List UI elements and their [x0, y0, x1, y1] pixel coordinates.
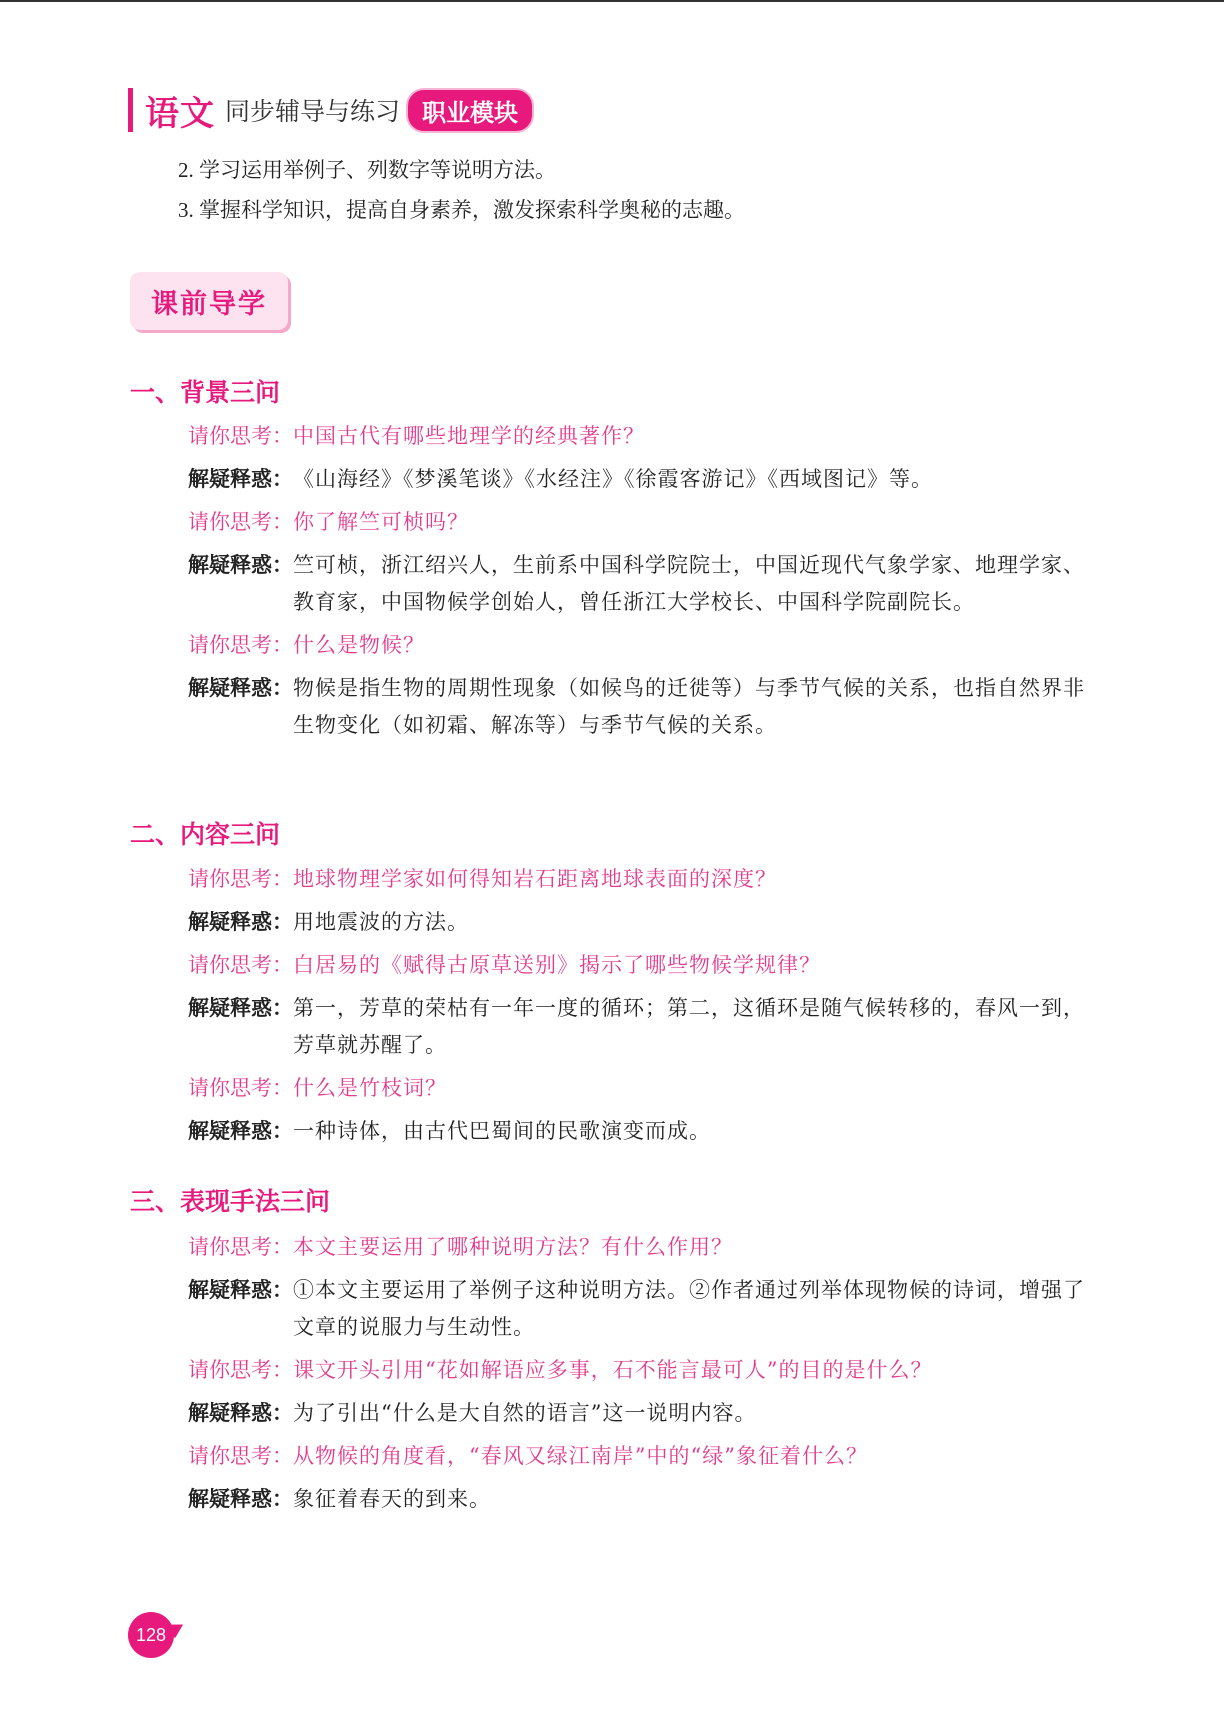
- answer-label: 解疑释惑：: [188, 1119, 293, 1143]
- learning-objectives: [178, 150, 745, 230]
- question-text: 你了解竺可桢吗？: [293, 510, 469, 534]
- answer-label: 解疑释惑：: [188, 1278, 293, 1302]
- question-text: 中国古代有哪些地理学的经典著作？: [293, 424, 645, 448]
- answer-text: 用地震波的方法。: [293, 910, 469, 934]
- question-label: 请你思考：: [188, 1076, 293, 1100]
- answer-row: [188, 547, 1088, 621]
- question-text: 从物候的角度看，“春风又绿江南岸”中的“绿”象征着什么？: [293, 1444, 868, 1468]
- objective-item: 3. 掌握科学知识，提高自身素养，激发探索科学奥秘的志趣。: [178, 198, 745, 222]
- answer-label: 解疑释惑：: [188, 467, 293, 491]
- header-title: 同步辅导与练习: [225, 97, 401, 126]
- answer-text: ①本文主要运用了举例子这种说明方法。②作者通过列举体现物候的诗词，增强了文章的说服力与生动性。: [293, 1278, 1085, 1339]
- question-text: 白居易的《赋得古原草送别》揭示了哪些物候学规律？: [293, 953, 821, 977]
- answer-row: [188, 990, 1088, 1064]
- question-row: [188, 947, 1088, 984]
- question-row: [188, 1438, 1088, 1475]
- question-text: 本文主要运用了哪种说明方法？有什么作用？: [293, 1235, 733, 1259]
- answer-text: 竺可桢，浙江绍兴人，生前系中国科学院院士，中国近现代气象学家、地理学家、教育家，中国物候学创始人，曾任浙江大学校长、中国科学院副院长。: [293, 553, 1085, 614]
- header-module-badge: 职业模块: [406, 88, 534, 133]
- page-number-badge: [128, 1612, 174, 1658]
- question-label: 请你思考：: [188, 633, 293, 657]
- answer-text: 象征着春天的到来。: [293, 1487, 491, 1511]
- section-tab-label: 课前导学: [151, 288, 267, 320]
- answer-text: 一种诗体，由古代巴蜀间的民歌演变而成。: [293, 1119, 711, 1143]
- section-heading: 三、表现手法三问: [130, 1187, 331, 1216]
- question-row: [188, 1352, 1088, 1389]
- answer-label: 解疑释惑：: [188, 676, 293, 700]
- question-label: 请你思考：: [188, 424, 293, 448]
- answer-label: 解疑释惑：: [188, 910, 293, 934]
- qa-block: [188, 861, 1088, 1150]
- answer-row: [188, 1481, 1088, 1518]
- page-header: [128, 88, 534, 132]
- answer-label: 解疑释惑：: [188, 1487, 293, 1511]
- answer-row: [188, 461, 1088, 498]
- objective-item: 2. 学习运用举例子、列数字等说明方法。: [178, 158, 556, 182]
- section-tab-preview: [130, 272, 288, 330]
- answer-text: 第一，芳草的荣枯有一年一度的循环；第二，这循环是随气候转移的，春风一到，芳草就苏醒了。: [293, 996, 1085, 1057]
- question-row: [188, 627, 1088, 664]
- question-text: 什么是物候？: [293, 633, 425, 657]
- answer-label: 解疑释惑：: [188, 1401, 293, 1425]
- qa-block: [188, 418, 1088, 744]
- answer-row: [188, 904, 1088, 941]
- question-label: 请你思考：: [188, 867, 293, 891]
- answer-row: [188, 1272, 1088, 1346]
- question-row: [188, 504, 1088, 541]
- answer-row: [188, 670, 1088, 744]
- question-row: [188, 861, 1088, 898]
- section-heading: 二、内容三问: [130, 820, 281, 849]
- question-label: 请你思考：: [188, 1444, 293, 1468]
- header-subject: 语文: [145, 93, 215, 134]
- question-label: 请你思考：: [188, 1358, 293, 1382]
- page-number: 128: [135, 1624, 167, 1645]
- question-text: 课文开头引用“花如解语应多事，石不能言最可人”的目的是什么？: [293, 1358, 933, 1382]
- answer-row: [188, 1113, 1088, 1150]
- answer-text: 《山海经》《梦溪笔谈》《水经注》《徐霞客游记》《西域图记》等。: [293, 467, 933, 491]
- top-border-rule: [0, 0, 1224, 2]
- question-row: [188, 418, 1088, 455]
- answer-text: 物候是指生物的周期性现象（如候鸟的迁徙等）与季节气候的关系，也指自然界非生物变化（如初霜、解冻等）与季节气候的关系。: [293, 676, 1085, 737]
- section-heading: 一、背景三问: [130, 378, 281, 407]
- answer-label: 解疑释惑：: [188, 553, 293, 577]
- question-row: [188, 1070, 1088, 1107]
- answer-label: 解疑释惑：: [188, 996, 293, 1020]
- question-label: 请你思考：: [188, 510, 293, 534]
- header-accent-bar: [128, 88, 133, 132]
- answer-row: [188, 1395, 1088, 1432]
- question-text: 地球物理学家如何得知岩石距离地球表面的深度？: [293, 867, 777, 891]
- answer-text: 为了引出“什么是大自然的语言”这一说明内容。: [293, 1401, 757, 1425]
- question-text: 什么是竹枝词？: [293, 1076, 447, 1100]
- question-label: 请你思考：: [188, 1235, 293, 1259]
- question-label: 请你思考：: [188, 953, 293, 977]
- question-row: [188, 1229, 1088, 1266]
- qa-block: [188, 1229, 1088, 1518]
